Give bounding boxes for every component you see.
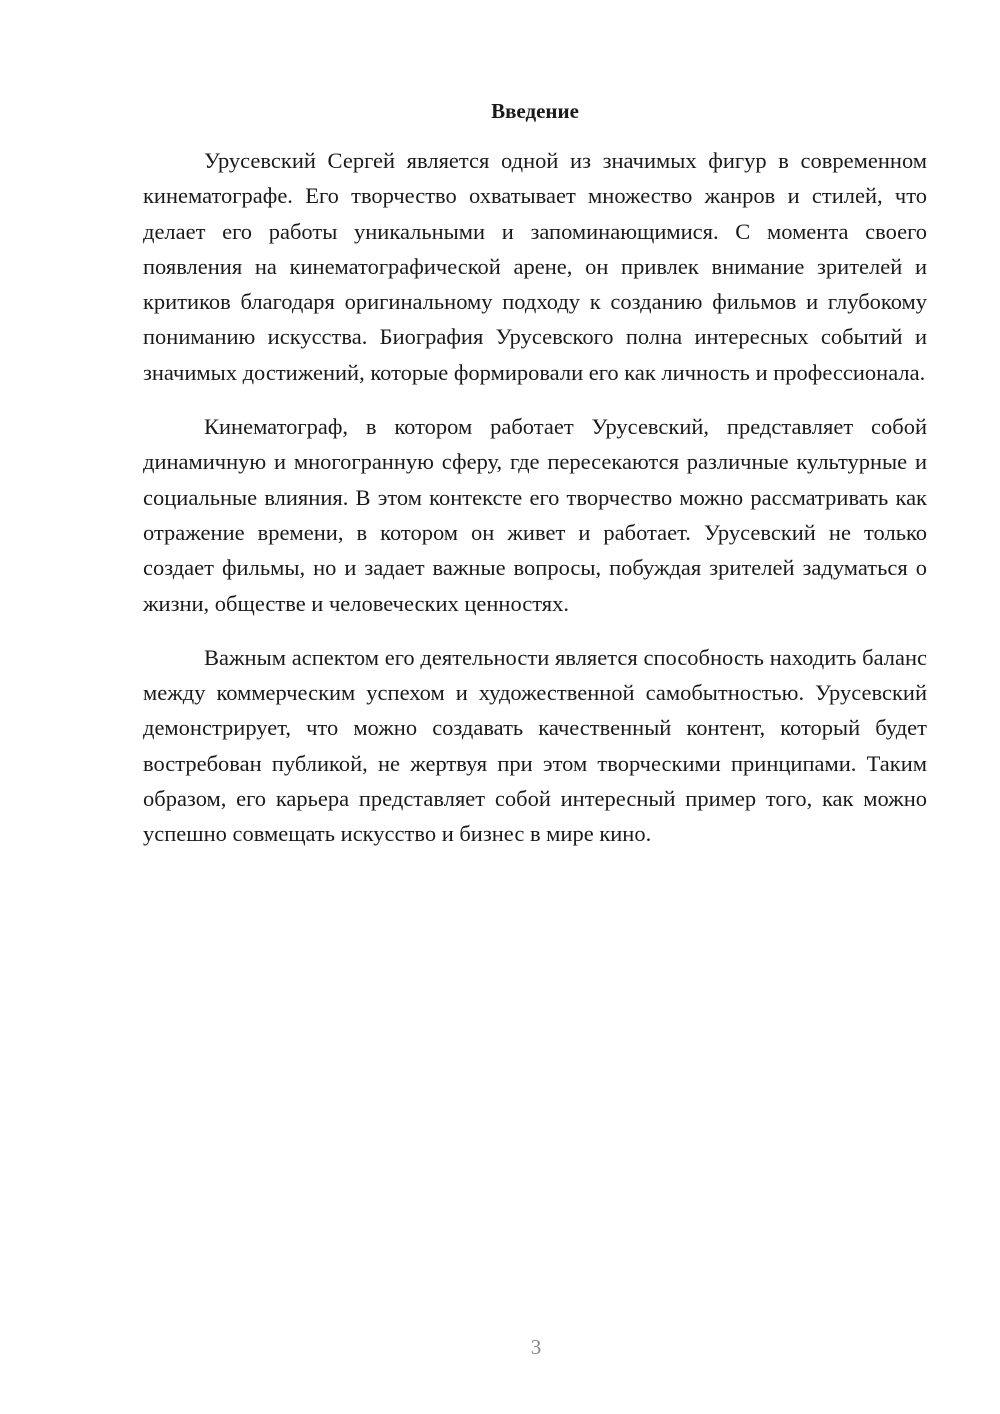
paragraph-1: Урусевский Сергей является одной из значимых фигур в современном кинематографе. Его творчество охватывает множество жанров и стилей, что делает его работы уникальными и запоминающимися. С момента своего появления на кинематографической арене, он привлек внимание зрителей и критиков благодаря оригинальному подходу к созданию фильмов и глубокому пониманию искусства. Биография Урусевского полна интересных событий и значимых достижений, которые формировали его как личность и профессионала. <box>143 148 927 385</box>
page-number: 3 <box>530 1335 542 1359</box>
body-text <box>143 143 927 871</box>
paragraph-2: Кинематограф, в котором работает Урусевский, представляет собой динамичную и многогранную сферу, где пересекаются различные культурные и социальные влияния. В этом контексте его творчество можно рассматривать как отражение времени, в котором он живет и работает. Урусевский не только создает фильмы, но и задает важные вопросы, побуждая зрителей задуматься о жизни, обществе и человеческих ценностях. <box>143 414 927 616</box>
section-title: Введение <box>491 99 579 123</box>
paragraph-3: Важным аспектом его деятельности является способность находить баланс между коммерческим успехом и художественной самобытностью. Урусевский демонстрирует, что можно создавать качественный контент, который будет востребован публикой, не жертвуя при этом творческими принципами. Таким образом, его карьера представляет собой интересный пример того, как можно успешно совмещать искусство и бизнес в мире кино. <box>143 644 927 847</box>
